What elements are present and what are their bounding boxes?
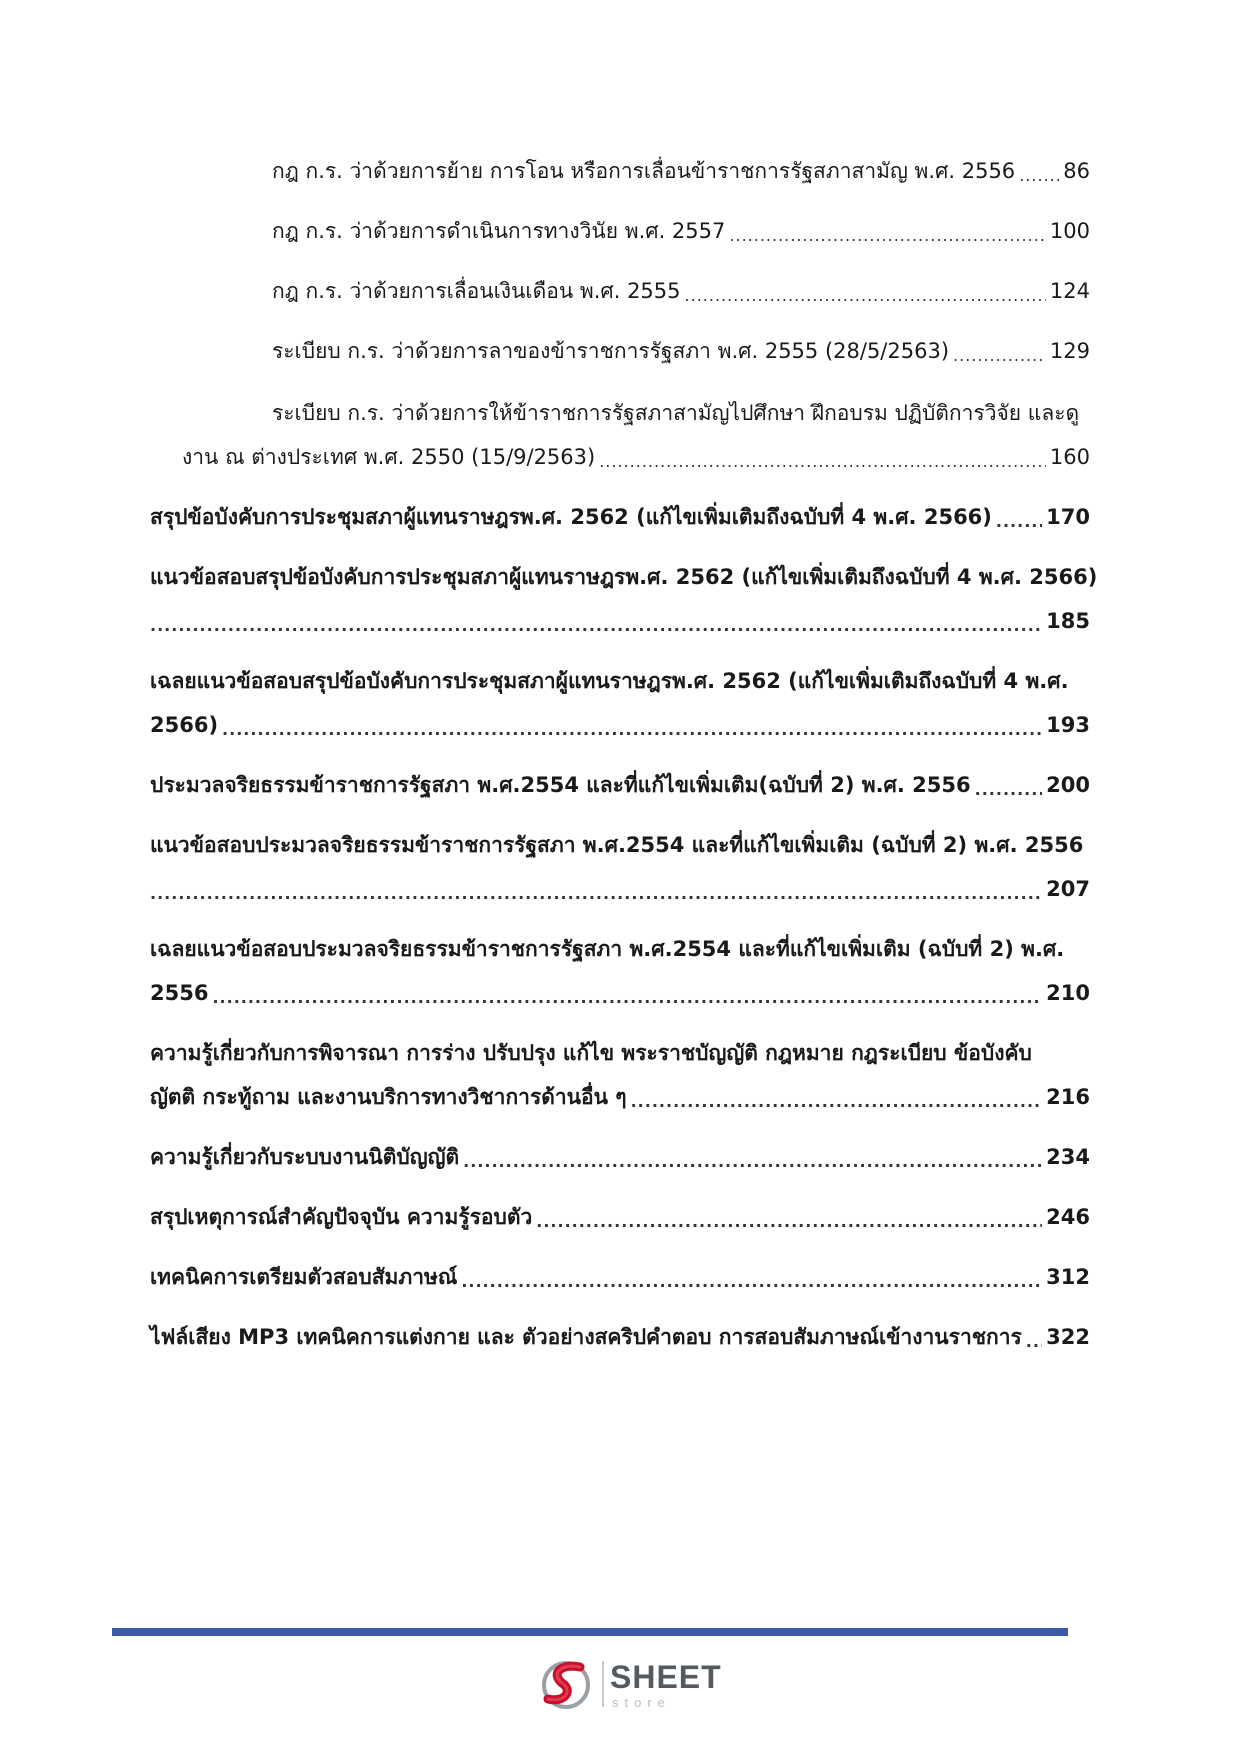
logo-text: SHEET — [610, 1659, 722, 1695]
dot-leader — [996, 502, 1042, 532]
toc-entry-page: 312 — [1046, 1265, 1090, 1289]
toc-entry-page: 124 — [1049, 279, 1090, 303]
toc-entry-page: 200 — [1046, 773, 1090, 797]
dot-leader — [599, 442, 1046, 472]
toc-entry-page: 86 — [1063, 159, 1090, 183]
toc-entry-title: แนวข้อสอบสรุปข้อบังคับการประชุมสภาผู้แทนราษฎรพ.ศ. 2562 (แก้ไขเพิ่มเติมถึงฉบับที่ 4 พ.ศ. 2566) — [150, 565, 1098, 589]
toc-entry-page: 216 — [1046, 1085, 1090, 1109]
toc-entry[interactable] — [272, 336, 1090, 366]
toc-entry-page: 193 — [1046, 713, 1090, 737]
toc-entry-title-cont: งาน ณ ต่างประเทศ พ.ศ. 2550 (15/9/2563) — [182, 445, 596, 469]
toc-entry-page: 246 — [1046, 1205, 1090, 1229]
toc-entry-title: ประมวลจริยธรรมข้าราชการรัฐสภา พ.ศ.2554 และที่แก้ไขเพิ่มเติม(ฉบับที่ 2) พ.ศ. 2556 — [150, 773, 971, 797]
dot-leader — [222, 710, 1042, 740]
toc-entry-title: เฉลยแนวข้อสอบสรุปข้อบังคับการประชุมสภาผู้แทนราษฎรพ.ศ. 2562 (แก้ไขเพิ่มเติมถึงฉบับที่ 4 พ.ศ. — [150, 669, 1069, 693]
dot-leader — [150, 874, 1042, 904]
toc-entry-title: ระเบียบ ก.ร. ว่าด้วยการลาของข้าราชการรัฐสภา พ.ศ. 2555 (28/5/2563) — [272, 339, 950, 363]
dot-leader — [631, 1082, 1043, 1112]
toc-entry[interactable] — [150, 830, 1090, 904]
toc-entry-page: 234 — [1046, 1145, 1090, 1169]
toc-entry-title-cont: ญัตติ กระทู้ถาม และงานบริการทางวิชาการด้านอื่น ๆ — [150, 1085, 627, 1109]
toc-entry[interactable] — [150, 666, 1090, 740]
toc-entry[interactable] — [182, 398, 1090, 472]
toc-entry-title: ความรู้เกี่ยวกับการพิจารณา การร่าง ปรับปรุง แก้ไข พระราชบัญญัติ กฎหมาย กฎระเบียบ ข้อบังคับ — [150, 1041, 1032, 1065]
toc-entry-title-cont: 2566) — [150, 713, 219, 737]
toc-entry-title: กฎ ก.ร. ว่าด้วยการดำเนินการทางวินัย พ.ศ. 2557 — [272, 219, 726, 243]
toc-entry[interactable] — [150, 1202, 1090, 1232]
toc-entry-page: 210 — [1046, 981, 1090, 1005]
toc-entry-title: เฉลยแนวข้อสอบประมวลจริยธรรมข้าราชการรัฐสภา พ.ศ.2554 และที่แก้ไขเพิ่มเติม (ฉบับที่ 2) พ.ศ. — [150, 937, 1065, 961]
toc-entry[interactable] — [150, 562, 1098, 636]
toc-entry-title: สรุปเหตุการณ์สำคัญปัจจุบัน ความรู้รอบตัว — [150, 1205, 533, 1229]
toc-entry-page: 322 — [1046, 1325, 1090, 1349]
toc-entry[interactable] — [150, 1142, 1090, 1172]
toc-entry[interactable] — [150, 502, 1090, 532]
s-mark-icon — [540, 1655, 598, 1713]
dot-leader — [953, 336, 1046, 366]
toc-entry-title: เทคนิคการเตรียมตัวสอบสัมภาษณ์ — [150, 1265, 458, 1289]
toc-entry-page: 160 — [1049, 445, 1090, 469]
dot-leader — [461, 1262, 1042, 1292]
toc-entry[interactable] — [150, 1038, 1090, 1112]
toc-entry[interactable] — [150, 1322, 1090, 1352]
dot-leader — [1026, 1322, 1042, 1352]
toc-entry-page: 100 — [1049, 219, 1090, 243]
dot-leader — [729, 216, 1046, 246]
dot-leader — [536, 1202, 1042, 1232]
toc-entry[interactable] — [272, 216, 1090, 246]
toc-entry[interactable] — [272, 156, 1090, 186]
toc-entry-page: 129 — [1049, 339, 1090, 363]
footer-rule — [112, 1628, 1068, 1636]
sheet-store-logo — [540, 1655, 720, 1715]
toc-entry-page: 207 — [1046, 877, 1090, 901]
toc-entry-title: ความรู้เกี่ยวกับระบบงานนิติบัญญัติ — [150, 1145, 460, 1169]
dot-leader — [975, 770, 1043, 800]
dot-leader — [685, 276, 1046, 306]
toc-entry-title-cont: 2556 — [150, 981, 209, 1005]
toc-entry-page: 170 — [1046, 505, 1090, 529]
dot-leader — [150, 606, 1042, 636]
toc-entry[interactable] — [150, 1262, 1090, 1292]
toc-entry-title: กฎ ก.ร. ว่าด้วยการเลื่อนเงินเดือน พ.ศ. 2555 — [272, 279, 681, 303]
toc-entry-title: แนวข้อสอบประมวลจริยธรรมข้าราชการรัฐสภา พ.ศ.2554 และที่แก้ไขเพิ่มเติม (ฉบับที่ 2) พ.ศ. 2556 — [150, 833, 1084, 857]
toc-entry-title: กฎ ก.ร. ว่าด้วยการย้าย การโอน หรือการเลื่อนข้าราชการรัฐสภาสามัญ พ.ศ. 2556 — [272, 159, 1016, 183]
dot-leader — [1019, 156, 1059, 186]
logo-divider — [602, 1661, 604, 1707]
dot-leader — [212, 978, 1042, 1008]
toc-entry-page: 185 — [1046, 609, 1090, 633]
dot-leader — [463, 1142, 1042, 1172]
logo-subtext: store — [612, 1695, 671, 1710]
toc-entry-title: ระเบียบ ก.ร. ว่าด้วยการให้ข้าราชการรัฐสภาสามัญไปศึกษา ฝึกอบรม ปฏิบัติการวิจัย และดู — [272, 401, 1080, 425]
toc-entry[interactable] — [150, 934, 1090, 1008]
toc-entry[interactable] — [272, 276, 1090, 306]
toc-entry[interactable] — [150, 770, 1090, 800]
toc-entry-title: ไฟล์เสียง MP3 เทคนิคการแต่งกาย และ ตัวอย่างสคริปคำตอบ การสอบสัมภาษณ์เข้างานราชการ — [150, 1325, 1022, 1349]
toc-entry-title: สรุปข้อบังคับการประชุมสภาผู้แทนราษฎรพ.ศ. 2562 (แก้ไขเพิ่มเติมถึงฉบับที่ 4 พ.ศ. 2566) — [150, 505, 992, 529]
